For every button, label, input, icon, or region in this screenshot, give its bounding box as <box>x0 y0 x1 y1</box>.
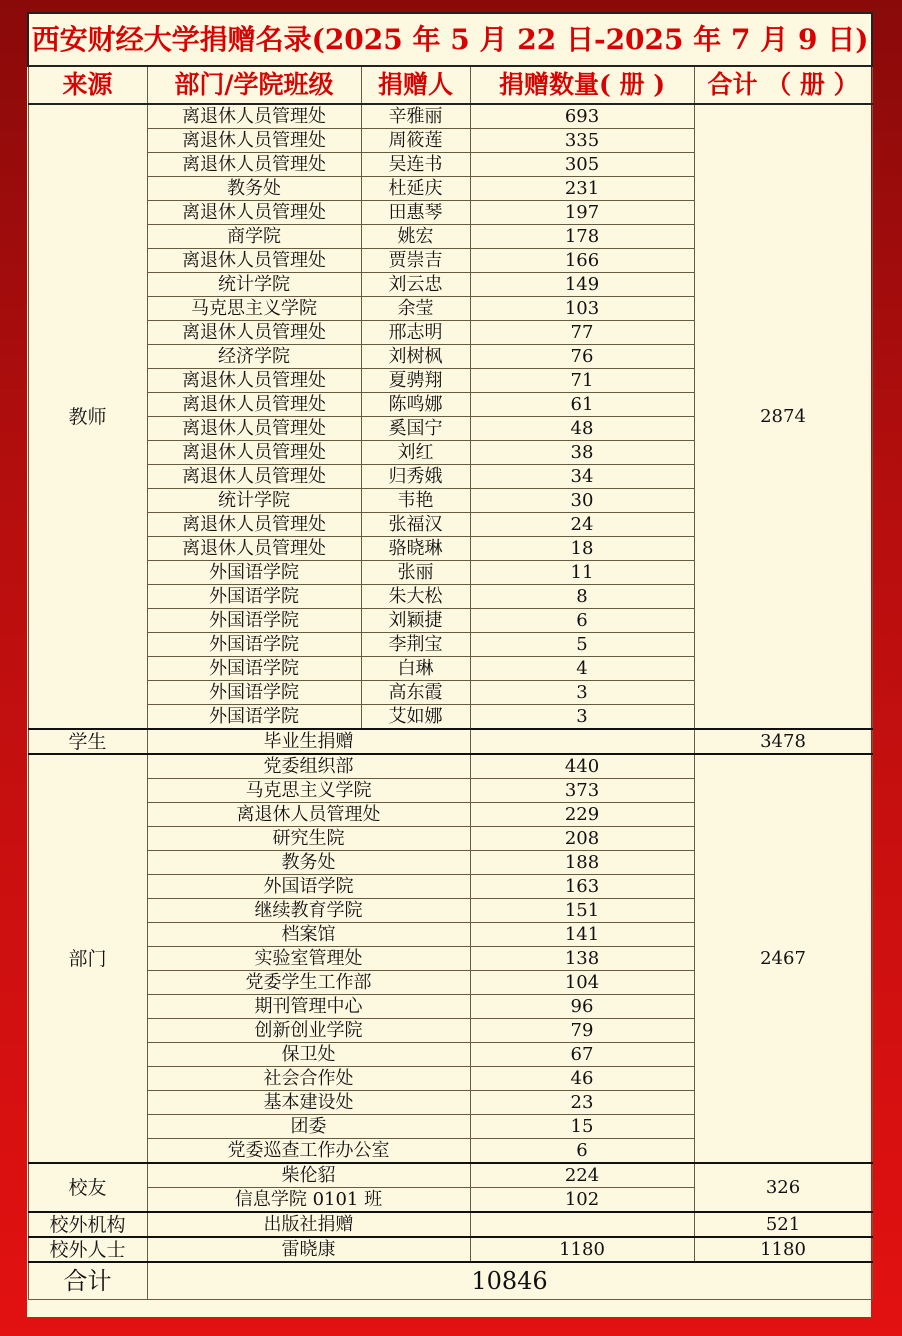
dept-cell: 离退休人员管理处 <box>147 513 361 537</box>
dept-cell: 外国语学院 <box>147 681 361 705</box>
donor-cell: 韦艳 <box>361 489 470 513</box>
dept-cell: 社会合作处 <box>147 1067 470 1091</box>
donor-cell: 贾崇吉 <box>361 249 470 273</box>
dept-cell: 马克思主义学院 <box>147 779 470 803</box>
qty-cell: 61 <box>470 393 694 417</box>
dept-cell: 外国语学院 <box>147 609 361 633</box>
qty-cell: 15 <box>470 1115 694 1139</box>
qty-cell: 24 <box>470 513 694 537</box>
external-person-row <box>28 1237 872 1262</box>
qty-cell: 335 <box>470 129 694 153</box>
qty-cell: 693 <box>470 104 694 129</box>
donor-cell: 艾如娜 <box>361 705 470 730</box>
donor-cell: 白琳 <box>361 657 470 681</box>
dept-cell: 毕业生捐赠 <box>147 729 470 754</box>
dept-cell: 柴伦貂 <box>147 1163 470 1188</box>
qty-cell: 77 <box>470 321 694 345</box>
qty-cell: 103 <box>470 297 694 321</box>
donor-cell: 陈鸣娜 <box>361 393 470 417</box>
donation-sheet <box>27 12 871 1317</box>
dept-cell: 离退休人员管理处 <box>147 153 361 177</box>
dept-cell: 教务处 <box>147 177 361 201</box>
dept-cell: 统计学院 <box>147 273 361 297</box>
dept-cell: 外国语学院 <box>147 705 361 730</box>
donor-cell: 张福汉 <box>361 513 470 537</box>
dept-cell: 基本建设处 <box>147 1091 470 1115</box>
dept-cell: 团委 <box>147 1115 470 1139</box>
dept-cell: 外国语学院 <box>147 561 361 585</box>
donor-cell: 李荆宝 <box>361 633 470 657</box>
qty-cell: 149 <box>470 273 694 297</box>
donor-cell: 田惠琴 <box>361 201 470 225</box>
qty-cell: 163 <box>470 875 694 899</box>
grand-total-label: 合计 <box>28 1262 147 1300</box>
qty-cell: 67 <box>470 1043 694 1067</box>
dept-cell: 商学院 <box>147 225 361 249</box>
dept-cell: 教务处 <box>147 851 470 875</box>
donor-cell: 朱大松 <box>361 585 470 609</box>
qty-cell: 18 <box>470 537 694 561</box>
qty-cell: 208 <box>470 827 694 851</box>
dept-cell: 离退休人员管理处 <box>147 465 361 489</box>
dept-cell: 外国语学院 <box>147 585 361 609</box>
qty-cell: 46 <box>470 1067 694 1091</box>
header-source: 来源 <box>28 66 147 104</box>
qty-cell: 3 <box>470 705 694 730</box>
qty-cell: 23 <box>470 1091 694 1115</box>
dept-cell: 离退休人员管理处 <box>147 441 361 465</box>
dept-cell: 研究生院 <box>147 827 470 851</box>
qty-cell: 138 <box>470 947 694 971</box>
dept-cell: 离退休人员管理处 <box>147 201 361 225</box>
department-row <box>28 754 872 779</box>
donor-cell: 辛雅丽 <box>361 104 470 129</box>
dept-cell: 期刊管理中心 <box>147 995 470 1019</box>
dept-cell: 继续教育学院 <box>147 899 470 923</box>
dept-cell: 外国语学院 <box>147 633 361 657</box>
dept-cell: 信息学院 0101 班 <box>147 1188 470 1213</box>
qty-cell: 151 <box>470 899 694 923</box>
qty-cell: 48 <box>470 417 694 441</box>
qty-cell: 373 <box>470 779 694 803</box>
qty-cell: 231 <box>470 177 694 201</box>
subtotal-cell: 3478 <box>694 729 872 754</box>
subtotal-cell: 1180 <box>694 1237 872 1262</box>
dept-cell: 党委巡查工作办公室 <box>147 1139 470 1164</box>
qty-cell: 3 <box>470 681 694 705</box>
qty-cell: 4 <box>470 657 694 681</box>
dept-cell: 党委组织部 <box>147 754 470 779</box>
qty-cell: 30 <box>470 489 694 513</box>
dept-cell: 档案馆 <box>147 923 470 947</box>
donor-cell: 刘云忠 <box>361 273 470 297</box>
grand-total-value: 10846 <box>147 1262 872 1300</box>
qty-cell: 224 <box>470 1163 694 1188</box>
header-donor: 捐赠人 <box>361 66 470 104</box>
qty-cell: 38 <box>470 441 694 465</box>
donor-cell: 吴连书 <box>361 153 470 177</box>
external-org-row <box>28 1212 872 1237</box>
qty-cell: 102 <box>470 1188 694 1213</box>
qty-cell: 178 <box>470 225 694 249</box>
donor-cell: 归秀娥 <box>361 465 470 489</box>
dept-cell: 统计学院 <box>147 489 361 513</box>
dept-cell: 离退休人员管理处 <box>147 803 470 827</box>
donor-cell: 高东霞 <box>361 681 470 705</box>
dept-cell: 离退休人员管理处 <box>147 129 361 153</box>
qty-cell: 229 <box>470 803 694 827</box>
donation-table <box>27 12 873 1300</box>
qty-cell: 6 <box>470 1139 694 1164</box>
dept-cell: 离退休人员管理处 <box>147 104 361 129</box>
qty-cell: 305 <box>470 153 694 177</box>
subtotal-cell: 2467 <box>694 754 872 1163</box>
qty-cell: 11 <box>470 561 694 585</box>
donor-cell: 张丽 <box>361 561 470 585</box>
subtotal-cell: 326 <box>694 1163 872 1212</box>
alumni-row <box>28 1163 872 1188</box>
donor-cell: 周筱莲 <box>361 129 470 153</box>
subtotal-cell: 521 <box>694 1212 872 1237</box>
qty-cell: 141 <box>470 923 694 947</box>
header-qty: 捐赠数量( 册 ) <box>470 66 694 104</box>
header-row <box>28 66 872 104</box>
dept-cell: 经济学院 <box>147 345 361 369</box>
donor-cell: 邢志明 <box>361 321 470 345</box>
dept-cell: 外国语学院 <box>147 875 470 899</box>
dept-cell: 党委学生工作部 <box>147 971 470 995</box>
grand-total-row <box>28 1262 872 1300</box>
category-cell: 校外机构 <box>28 1212 147 1237</box>
dept-cell: 离退休人员管理处 <box>147 393 361 417</box>
category-cell: 教师 <box>28 104 147 729</box>
qty-cell: 8 <box>470 585 694 609</box>
qty-cell: 34 <box>470 465 694 489</box>
dept-cell: 实验室管理处 <box>147 947 470 971</box>
dept-cell: 离退休人员管理处 <box>147 537 361 561</box>
qty-cell: 96 <box>470 995 694 1019</box>
qty-cell: 440 <box>470 754 694 779</box>
qty-cell: 6 <box>470 609 694 633</box>
qty-cell: 188 <box>470 851 694 875</box>
qty-cell: 166 <box>470 249 694 273</box>
page-title: 西安财经大学捐赠名录(2025 年 5 月 22 日-2025 年 7 月 9 日) <box>28 13 872 66</box>
qty-cell: 104 <box>470 971 694 995</box>
donor-cell: 姚宏 <box>361 225 470 249</box>
header-dept: 部门/学院班级 <box>147 66 361 104</box>
category-cell: 校外人士 <box>28 1237 147 1262</box>
subtotal-cell: 2874 <box>694 104 872 729</box>
student-row <box>28 729 872 754</box>
category-cell: 学生 <box>28 729 147 754</box>
qty-cell: 1180 <box>470 1237 694 1262</box>
qty-cell: 5 <box>470 633 694 657</box>
donor-cell: 杜延庆 <box>361 177 470 201</box>
dept-cell: 出版社捐赠 <box>147 1212 470 1237</box>
dept-cell: 雷晓康 <box>147 1237 470 1262</box>
donor-cell: 夏骋翔 <box>361 369 470 393</box>
qty-cell: 76 <box>470 345 694 369</box>
header-total: 合计 （ 册 ） <box>694 66 872 104</box>
dept-cell: 离退休人员管理处 <box>147 417 361 441</box>
dept-cell: 创新创业学院 <box>147 1019 470 1043</box>
teacher-row <box>28 104 872 129</box>
donor-cell: 奚国宁 <box>361 417 470 441</box>
donor-cell: 刘红 <box>361 441 470 465</box>
qty-cell <box>470 729 694 754</box>
donor-cell: 余莹 <box>361 297 470 321</box>
dept-cell: 离退休人员管理处 <box>147 321 361 345</box>
dept-cell: 离退休人员管理处 <box>147 249 361 273</box>
donor-cell: 刘颖捷 <box>361 609 470 633</box>
dept-cell: 保卫处 <box>147 1043 470 1067</box>
qty-cell: 71 <box>470 369 694 393</box>
qty-cell: 197 <box>470 201 694 225</box>
qty-cell <box>470 1212 694 1237</box>
donor-cell: 骆晓琳 <box>361 537 470 561</box>
dept-cell: 离退休人员管理处 <box>147 369 361 393</box>
dept-cell: 马克思主义学院 <box>147 297 361 321</box>
dept-cell: 外国语学院 <box>147 657 361 681</box>
category-cell: 校友 <box>28 1163 147 1212</box>
donor-cell: 刘树枫 <box>361 345 470 369</box>
qty-cell: 79 <box>470 1019 694 1043</box>
category-cell: 部门 <box>28 754 147 1163</box>
